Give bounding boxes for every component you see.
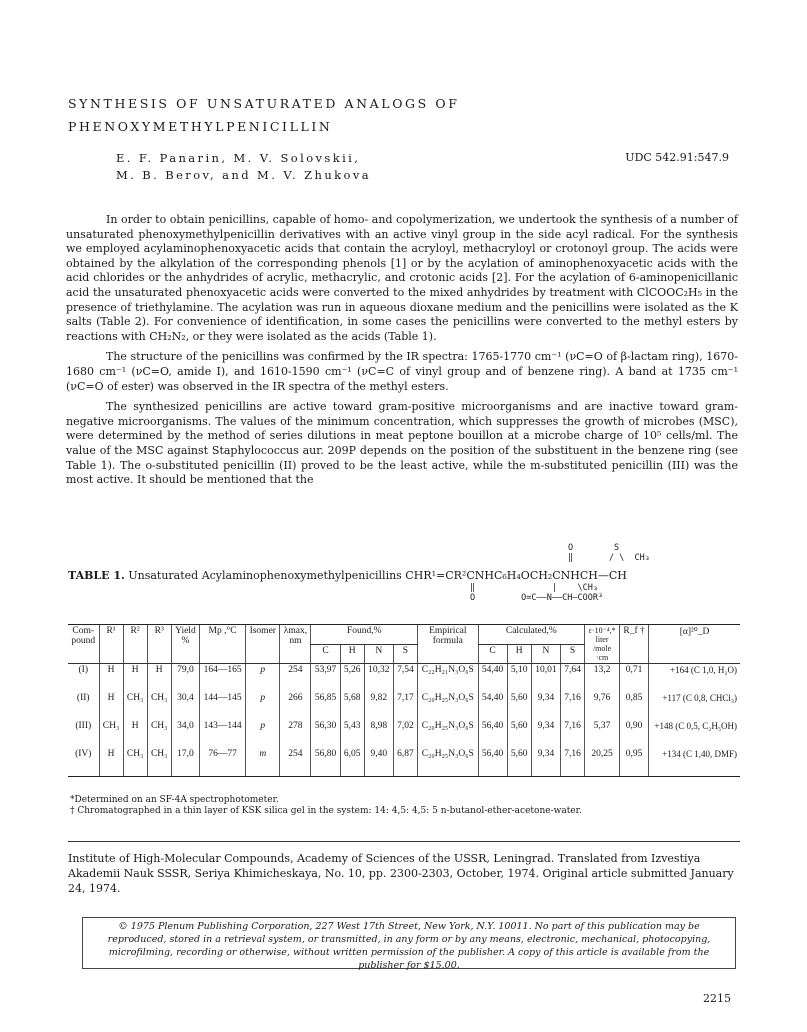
- table-row: [68, 748, 740, 777]
- th-calc-c: C: [478, 644, 507, 664]
- table-cell-rf: 0,95: [620, 748, 649, 777]
- table-cell-ch: 5,60: [507, 720, 531, 748]
- body-text: [66, 213, 738, 494]
- table-cell-cs: 7,16: [560, 720, 584, 748]
- table-cell-r3: CH₃: [147, 692, 171, 720]
- table-cell-eps: 9,76: [585, 692, 620, 720]
- table-1: [68, 624, 740, 777]
- table-cell-fs: 7,17: [393, 692, 417, 720]
- footnote-1: *Determined on an SF-4A spectrophotometer.: [70, 795, 279, 805]
- th-found-c: C: [311, 644, 340, 664]
- udc-code: UDC 542.91:547.9: [625, 151, 729, 164]
- table-cell-fc: 56,85: [311, 692, 340, 720]
- th-calc: Calculated,%: [478, 625, 585, 645]
- table-cell-alpha: +148 (C 0,5, C₂H₅OH): [649, 720, 740, 748]
- table-cell-ch: 5,60: [507, 748, 531, 777]
- table-cell-r2: H: [123, 720, 147, 748]
- table-cell-fs: 6,87: [393, 748, 417, 777]
- table-cell-eps: 20,25: [585, 748, 620, 777]
- table-caption: [68, 569, 627, 582]
- table-cell-cs: 7,16: [560, 748, 584, 777]
- table-cell-fn: 10,32: [364, 664, 393, 693]
- th-eps: ε·10⁻⁴,* liter /mole ·cm: [585, 625, 620, 664]
- table-cell-r1: H: [99, 692, 123, 720]
- institution-note: Institute of High-Molecular Compounds, Academy of Sciences of the USSR, Leningrad. Translated from Izvestiya Akademii Nauk SSSR, Seriya Khimicheskaya, No. 10, pp. 2300-2303, October, 1974. Original article submitted January 24, 1974.: [68, 852, 734, 895]
- th-found-s: S: [393, 644, 417, 664]
- table-cell-cn: 10,01: [531, 664, 560, 693]
- copyright-box: © 1975 Plenum Publishing Corporation, 227 West 17th Street, New York, N.Y. 10011. No part of this publication may be reproduced, stored in a retrieval system, or transmitted, in any form or by any means, electronic, mechanical, photocopying, microfilming, recording or otherwise, without written permission of the publisher. A copy of this article is available from the publisher for $15.00.: [82, 917, 736, 969]
- table-cell-rf: 0,71: [620, 664, 649, 693]
- table-cell-fh: 5,26: [340, 664, 364, 693]
- th-formula: Empirical formula: [418, 625, 479, 664]
- table-cell-rf: 0,85: [620, 692, 649, 720]
- table-cell-fn: 8,98: [364, 720, 393, 748]
- table-cell-alpha: +117 (C 0,8, CHCl₃): [649, 692, 740, 720]
- table-cell-formula: C₂₀H₂₅N₃O₆S: [418, 748, 479, 777]
- table-cell-r3: CH₃: [147, 748, 171, 777]
- th-compound: Com- pound: [68, 625, 99, 664]
- formula-line-1: O S: [568, 543, 620, 553]
- table-row: [68, 692, 740, 720]
- table-cell-fh: 5,43: [340, 720, 364, 748]
- table-cell-iso: p: [246, 692, 280, 720]
- th-rf: R_f †: [620, 625, 649, 664]
- table-cell-mp: 144—145: [200, 692, 246, 720]
- table-cell-iso: p: [246, 720, 280, 748]
- th-calc-n: N: [531, 644, 560, 664]
- table-cell-fc: 53,97: [311, 664, 340, 693]
- table-cell-r2: CH₃: [123, 748, 147, 777]
- th-r1: R¹: [99, 625, 123, 664]
- table-cell-mp: 164—165: [200, 664, 246, 693]
- table-cell-cs: 7,16: [560, 692, 584, 720]
- table-cell-r3: CH₃: [147, 720, 171, 748]
- table-cell-iso: m: [246, 748, 280, 777]
- table-cell-fh: 5,68: [340, 692, 364, 720]
- paper-title-line-1: SYNTHESIS OF UNSATURATED ANALOGS OF: [68, 96, 460, 111]
- page-number: 2215: [703, 992, 731, 1005]
- table-cell-yield: 17,0: [171, 748, 199, 777]
- table-cell-id: (III): [75, 721, 92, 731]
- paragraph-3: The synthesized penicillins are active toward gram-positive microorganisms and are inactive toward gram-negative microorganisms. The values of the minimum concentration, which suppresses the growth of microbes (MSC), were determined by the method of series dilutions in meat peptone bouillon at a microbe charge of 10⁵ cells/ml. The value of the MSC against Staphylococcus aur. 209P depends on the position of the substituent in the benzene ring (see Table 1). The o-substituted penicillin (II) proved to be the least active, while the m-substituted penicillin (III) was the most active. It should be mentioned that the: [66, 400, 738, 487]
- table-cell-lmax: 278: [280, 720, 311, 748]
- table-row: [68, 664, 740, 693]
- table-cell-r1: H: [99, 748, 123, 777]
- th-mp: Mp ,°C: [200, 625, 246, 664]
- table-cell-iso: p: [246, 664, 280, 693]
- authors-line-1: E. F. Panarin, M. V. Solovskii,: [116, 151, 361, 165]
- table-caption-label: TABLE 1.: [68, 569, 125, 582]
- th-found-h: H: [340, 644, 364, 664]
- table-cell-lmax: 266: [280, 692, 311, 720]
- table-cell-lmax: 254: [280, 748, 311, 777]
- table-cell-r2: CH₃: [123, 692, 147, 720]
- th-yield: Yield %: [171, 625, 199, 664]
- table-cell-fs: 7,54: [393, 664, 417, 693]
- th-found-n: N: [364, 644, 393, 664]
- table-cell-yield: 34,0: [171, 720, 199, 748]
- table-cell-fn: 9,40: [364, 748, 393, 777]
- table-cell-alpha: +164 (C 1,0, H₂O): [649, 664, 740, 693]
- table-cell-fn: 9,82: [364, 692, 393, 720]
- table-cell-fh: 6,05: [340, 748, 364, 777]
- table-cell-fs: 7,02: [393, 720, 417, 748]
- table-cell-rf: 0,90: [620, 720, 649, 748]
- table-cell-id: (II): [76, 693, 90, 703]
- divider: [68, 841, 740, 842]
- table-cell-lmax: 254: [280, 664, 311, 693]
- th-isomer: Isomer: [246, 625, 280, 664]
- paper-title-line-2: PHENOXYMETHYLPENICILLIN: [68, 119, 333, 134]
- table-cell-r3: H: [147, 664, 171, 693]
- table-cell-cn: 9,34: [531, 692, 560, 720]
- table-cell-ch: 5,10: [507, 664, 531, 693]
- table-cell-cn: 9,34: [531, 748, 560, 777]
- th-calc-h: H: [507, 644, 531, 664]
- table-cell-cn: 9,34: [531, 720, 560, 748]
- table-cell-mp: 143—144: [200, 720, 246, 748]
- authors-line-2: M. B. Berov, and M. V. Zhukova: [116, 168, 371, 182]
- paragraph-1: In order to obtain penicillins, capable of homo- and copolymerization, we undertook the synthesis of a number of unsaturated phenoxymethylpenicillin derivatives with an active vinyl group in the side acyl radical. For the synthesis we employed acylaminophenoxyacetic acids that contain the acryloyl, methacryloyl or crotonoyl group. The acids were obtained by the alkylation of the corresponding phenols [1] or by the acylation of aminophenoxyacetic acids with the acid chlorides or the anhydrides of acrylic, methacrylic, and crotonic acids [2]. For the acylation of 6-aminopenicillanic acid the unsaturated phenoxyacetic acids were converted to the mixed anhydrides by treatment with ClCOOC₂H₅ in the presence of triethylamine. The acylation was run in aqueous dioxane medium and the penicillins were isolated as the K salts (Table 2). For convenience of identification, in some cases the penicillins were converted to the methyl esters by reactions with CH₂N₂, or they were isolated as the acids (Table 1).: [66, 213, 738, 343]
- table-cell-r1: CH₃: [99, 720, 123, 748]
- table-cell-r2: H: [123, 664, 147, 693]
- table-cell-id: (IV): [68, 748, 99, 777]
- table-cell-fc: 56,80: [311, 748, 340, 777]
- table-cell-alpha: +134 (C 1,40, DMF): [649, 748, 740, 777]
- table-cell-ch: 5,60: [507, 692, 531, 720]
- th-calc-s: S: [560, 644, 584, 664]
- table-cell-mp: 76—77: [200, 748, 246, 777]
- table-cell-formula: C₂₀H₂₅N₃O₆S: [418, 720, 479, 748]
- table-cell-formula: C₂₀H₂₅N₃O₆S: [418, 692, 479, 720]
- formula-line-2: ‖ / \ CH₃: [568, 553, 650, 563]
- table-cell-r1: H: [99, 664, 123, 693]
- table-cell-cs: 7,64: [560, 664, 584, 693]
- footnote-2: † Chromatographed in a thin layer of KSK silica gel in the system: 14: 4,5: 4,5: 5 n-butanol-ether-acetone-water.: [70, 806, 582, 816]
- table-caption-text: Unsaturated Acylaminophenoxymethylpenicillins CHR¹=CR²CNHC₆H₄OCH₂CNHCH—CH: [128, 569, 627, 582]
- table-cell-eps: 13,2: [585, 664, 620, 693]
- formula-line-5: O O=C——N——CH—COOR³: [470, 593, 604, 603]
- th-r2: R²: [123, 625, 147, 664]
- table-cell-cc: 56,40: [478, 720, 507, 748]
- th-found: Found,%: [311, 625, 418, 645]
- paragraph-2: The structure of the penicillins was confirmed by the IR spectra: 1765-1770 cm⁻¹ (νC=O of β-lactam ring), 1670-1680 cm⁻¹ (νC=O, amide I), and 1610-1590 cm⁻¹ (νC=C of vinyl group and of benzene ring). A band at 1735 cm⁻¹ (νC=O of ester) was observed in the IR spectra of the methyl esters.: [66, 350, 738, 393]
- th-lmax: λmax, nm: [280, 625, 311, 664]
- table-cell-yield: 79,0: [171, 664, 199, 693]
- table-cell-eps: 5,37: [585, 720, 620, 748]
- table-cell-cc: 56,40: [478, 748, 507, 777]
- table-cell-id: (I): [78, 665, 88, 675]
- table-cell-cc: 54,40: [478, 692, 507, 720]
- table-cell-fc: 56,30: [311, 720, 340, 748]
- th-r3: R³: [147, 625, 171, 664]
- table-cell-cc: 54,40: [478, 664, 507, 693]
- th-alpha: [α]²⁰_D: [649, 625, 740, 664]
- table-cell-formula: C₂₂H₂₁N₃O₆S: [418, 664, 479, 693]
- table-row: [68, 720, 740, 748]
- formula-line-4: ‖ | \CH₃: [470, 583, 598, 593]
- table-cell-yield: 30,4: [171, 692, 199, 720]
